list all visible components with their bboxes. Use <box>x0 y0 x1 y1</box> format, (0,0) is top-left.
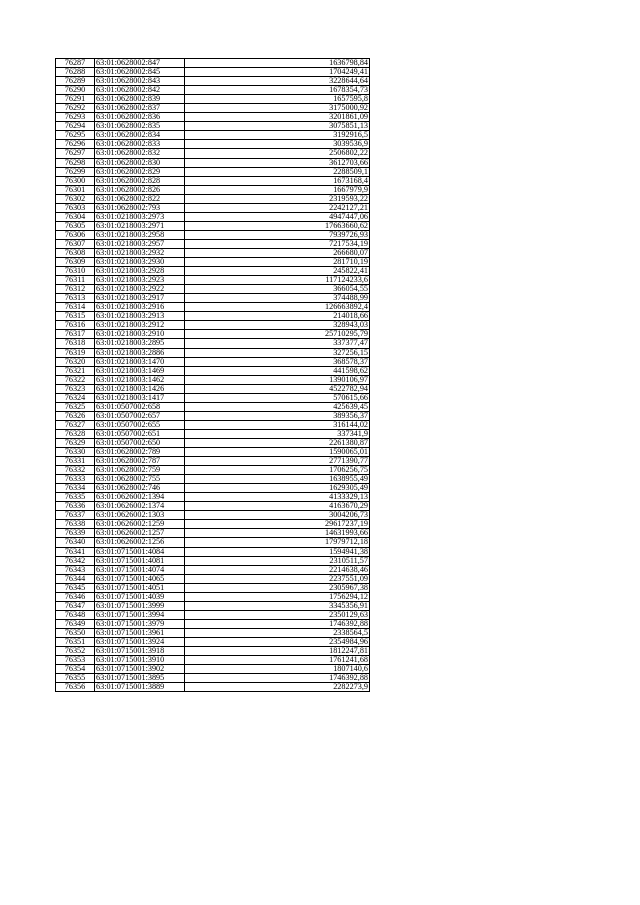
table-row <box>56 357 370 366</box>
row-number-cell: 76302 <box>56 194 95 203</box>
table-row <box>56 68 370 77</box>
cadastral-number-cell: 63:01:0628002:828 <box>95 176 185 185</box>
cadastral-number-cell: 63:01:0715001:3924 <box>95 638 185 647</box>
row-number-cell: 76337 <box>56 511 95 520</box>
value-cell: 366054,55 <box>185 285 370 294</box>
cadastral-number-cell: 63:01:0218003:2913 <box>95 312 185 321</box>
table-row <box>56 393 370 402</box>
cadastral-number-cell: 63:01:0507002:657 <box>95 411 185 420</box>
row-number-cell: 76313 <box>56 294 95 303</box>
row-number-cell: 76342 <box>56 556 95 565</box>
table-row <box>56 547 370 556</box>
cadastral-number-cell: 63:01:0626002:1256 <box>95 538 185 547</box>
row-number-cell: 76292 <box>56 104 95 113</box>
row-number-cell: 76352 <box>56 647 95 656</box>
row-number-cell: 76333 <box>56 475 95 484</box>
value-cell: 17663660,62 <box>185 221 370 230</box>
cadastral-number-cell: 63:01:0628002:847 <box>95 59 185 68</box>
cadastral-number-cell: 63:01:0218003:1417 <box>95 393 185 402</box>
value-cell: 337377,47 <box>185 339 370 348</box>
table-row <box>56 520 370 529</box>
row-number-cell: 76324 <box>56 393 95 402</box>
table-row <box>56 176 370 185</box>
cadastral-number-cell: 63:01:0218003:1469 <box>95 366 185 375</box>
cadastral-number-cell: 63:01:0218003:2973 <box>95 212 185 221</box>
row-number-cell: 76349 <box>56 619 95 628</box>
cadastral-number-cell: 63:01:0715001:3979 <box>95 619 185 628</box>
value-cell: 2350129,63 <box>185 610 370 619</box>
table-row <box>56 303 370 312</box>
value-cell: 2310511,57 <box>185 556 370 565</box>
row-number-cell: 76295 <box>56 131 95 140</box>
value-cell: 29617237,19 <box>185 520 370 529</box>
table-row <box>56 502 370 511</box>
row-number-cell: 76356 <box>56 683 95 692</box>
cadastral-number-cell: 63:01:0715001:3889 <box>95 683 185 692</box>
value-cell: 2237551,09 <box>185 574 370 583</box>
value-cell: 1761241,68 <box>185 656 370 665</box>
value-cell: 1704249,41 <box>185 68 370 77</box>
table-row <box>56 267 370 276</box>
cadastral-number-cell: 63:01:0628002:845 <box>95 68 185 77</box>
cadastral-number-cell: 63:01:0218003:2958 <box>95 230 185 239</box>
row-number-cell: 76348 <box>56 610 95 619</box>
value-cell: 1667979,9 <box>185 185 370 194</box>
row-number-cell: 76314 <box>56 303 95 312</box>
table-row <box>56 194 370 203</box>
table-row <box>56 149 370 158</box>
cadastral-number-cell: 63:01:0715001:4084 <box>95 547 185 556</box>
table-row <box>56 158 370 167</box>
cadastral-number-cell: 63:01:0715001:4051 <box>95 583 185 592</box>
row-number-cell: 76305 <box>56 221 95 230</box>
cadastral-number-cell: 63:01:0715001:4065 <box>95 574 185 583</box>
row-number-cell: 76325 <box>56 402 95 411</box>
value-cell: 17979712,18 <box>185 538 370 547</box>
value-cell: 441598,62 <box>185 366 370 375</box>
cadastral-number-cell: 63:01:0218003:2917 <box>95 294 185 303</box>
value-cell: 2282273,9 <box>185 683 370 692</box>
table-row <box>56 592 370 601</box>
cadastral-number-cell: 63:01:0628002:759 <box>95 466 185 475</box>
value-cell: 1594941,38 <box>185 547 370 556</box>
value-cell: 2305967,38 <box>185 583 370 592</box>
row-number-cell: 76319 <box>56 348 95 357</box>
row-number-cell: 76346 <box>56 592 95 601</box>
row-number-cell: 76289 <box>56 77 95 86</box>
row-number-cell: 76312 <box>56 285 95 294</box>
cadastral-number-cell: 63:01:0218003:2930 <box>95 258 185 267</box>
value-cell: 374488,99 <box>185 294 370 303</box>
table-row <box>56 601 370 610</box>
cadastral-number-cell: 63:01:0218003:2916 <box>95 303 185 312</box>
table-row <box>56 312 370 321</box>
cadastral-number-cell: 63:01:0628002:826 <box>95 185 185 194</box>
value-cell: 3004206,73 <box>185 511 370 520</box>
row-number-cell: 76303 <box>56 203 95 212</box>
row-number-cell: 76301 <box>56 185 95 194</box>
row-number-cell: 76341 <box>56 547 95 556</box>
cadastral-number-cell: 63:01:0628002:837 <box>95 104 185 113</box>
row-number-cell: 76353 <box>56 656 95 665</box>
cadastral-number-cell: 63:01:0218003:2895 <box>95 339 185 348</box>
row-number-cell: 76354 <box>56 665 95 674</box>
row-number-cell: 76309 <box>56 258 95 267</box>
value-cell: 117124233,6 <box>185 276 370 285</box>
row-number-cell: 76296 <box>56 140 95 149</box>
row-number-cell: 76318 <box>56 339 95 348</box>
table-row <box>56 131 370 140</box>
table-row <box>56 230 370 239</box>
table-row <box>56 411 370 420</box>
value-cell: 25710295,79 <box>185 330 370 339</box>
value-cell: 245822,41 <box>185 267 370 276</box>
row-number-cell: 76335 <box>56 493 95 502</box>
table-row <box>56 113 370 122</box>
cadastral-number-cell: 63:01:0628002:822 <box>95 194 185 203</box>
cadastral-number-cell: 63:01:0218003:2922 <box>95 285 185 294</box>
value-cell: 1678354,73 <box>185 86 370 95</box>
value-cell: 4947447,06 <box>185 212 370 221</box>
table-row <box>56 484 370 493</box>
row-number-cell: 76344 <box>56 574 95 583</box>
cadastral-number-cell: 63:01:0715001:3994 <box>95 610 185 619</box>
table-row <box>56 59 370 68</box>
table-row <box>56 221 370 230</box>
row-number-cell: 76334 <box>56 484 95 493</box>
row-number-cell: 76315 <box>56 312 95 321</box>
table-row <box>56 122 370 131</box>
table-row <box>56 185 370 194</box>
cadastral-number-cell: 63:01:0218003:2923 <box>95 276 185 285</box>
value-cell: 266680,07 <box>185 248 370 257</box>
value-cell: 2771390,77 <box>185 457 370 466</box>
table-row <box>56 619 370 628</box>
table-row <box>56 402 370 411</box>
value-cell: 3039536,9 <box>185 140 370 149</box>
table-row <box>56 511 370 520</box>
value-cell: 2261380,87 <box>185 438 370 447</box>
cadastral-number-cell: 63:01:0715001:3910 <box>95 656 185 665</box>
cadastral-number-cell: 63:01:0628002:755 <box>95 475 185 484</box>
value-cell: 337341,9 <box>185 429 370 438</box>
row-number-cell: 76327 <box>56 420 95 429</box>
value-cell: 3345356,91 <box>185 601 370 610</box>
row-number-cell: 76329 <box>56 438 95 447</box>
value-cell: 2242127,21 <box>185 203 370 212</box>
value-cell: 281710,19 <box>185 258 370 267</box>
table-row <box>56 375 370 384</box>
cadastral-number-cell: 63:01:0715001:3999 <box>95 601 185 610</box>
value-cell: 3075851,13 <box>185 122 370 131</box>
row-number-cell: 76304 <box>56 212 95 221</box>
cadastral-number-cell: 63:01:0626002:1259 <box>95 520 185 529</box>
table-row <box>56 339 370 348</box>
row-number-cell: 76326 <box>56 411 95 420</box>
value-cell: 1590065,01 <box>185 448 370 457</box>
table-row <box>56 610 370 619</box>
cadastral-number-cell: 63:01:0626002:1394 <box>95 493 185 502</box>
table-row <box>56 203 370 212</box>
value-cell: 1638955,49 <box>185 475 370 484</box>
row-number-cell: 76338 <box>56 520 95 529</box>
cadastral-number-cell: 63:01:0715001:3895 <box>95 674 185 683</box>
row-number-cell: 76343 <box>56 565 95 574</box>
table-row <box>56 95 370 104</box>
value-cell: 7217534,19 <box>185 239 370 248</box>
cadastral-number-cell: 63:01:0628002:839 <box>95 95 185 104</box>
row-number-cell: 76310 <box>56 267 95 276</box>
cadastral-number-cell: 63:01:0628002:843 <box>95 77 185 86</box>
cadastral-number-cell: 63:01:0218003:2886 <box>95 348 185 357</box>
cadastral-number-cell: 63:01:0218003:2932 <box>95 248 185 257</box>
row-number-cell: 76288 <box>56 68 95 77</box>
value-cell: 328943,03 <box>185 321 370 330</box>
value-cell: 1807140,6 <box>185 665 370 674</box>
cadastral-number-cell: 63:01:0628002:833 <box>95 140 185 149</box>
cadastral-number-cell: 63:01:0218003:2910 <box>95 330 185 339</box>
value-cell: 1812247,81 <box>185 647 370 656</box>
cadastral-number-cell: 63:01:0218003:2912 <box>95 321 185 330</box>
value-cell: 368578,37 <box>185 357 370 366</box>
value-cell: 1657595,8 <box>185 95 370 104</box>
row-number-cell: 76321 <box>56 366 95 375</box>
row-number-cell: 76345 <box>56 583 95 592</box>
value-cell: 1746392,88 <box>185 619 370 628</box>
table-row <box>56 538 370 547</box>
row-number-cell: 76308 <box>56 248 95 257</box>
table-row <box>56 429 370 438</box>
cadastral-number-cell: 63:01:0626002:1257 <box>95 529 185 538</box>
value-cell: 2338564,5 <box>185 628 370 637</box>
value-cell: 425639,45 <box>185 402 370 411</box>
cadastral-number-cell: 63:01:0715001:3918 <box>95 647 185 656</box>
table-row <box>56 330 370 339</box>
cadastral-number-cell: 63:01:0628002:834 <box>95 131 185 140</box>
table-row <box>56 656 370 665</box>
cadastral-number-cell: 63:01:0507002:655 <box>95 420 185 429</box>
table-row <box>56 276 370 285</box>
value-cell: 3192916,5 <box>185 131 370 140</box>
row-number-cell: 76320 <box>56 357 95 366</box>
table-row <box>56 104 370 113</box>
row-number-cell: 76316 <box>56 321 95 330</box>
table-row <box>56 285 370 294</box>
table-row <box>56 167 370 176</box>
row-number-cell: 76330 <box>56 448 95 457</box>
cadastral-number-cell: 63:01:0628002:746 <box>95 484 185 493</box>
table-row <box>56 565 370 574</box>
row-number-cell: 76298 <box>56 158 95 167</box>
value-cell: 7939726,93 <box>185 230 370 239</box>
cadastral-number-cell: 63:01:0507002:651 <box>95 429 185 438</box>
table-row <box>56 457 370 466</box>
cadastral-number-cell: 63:01:0507002:658 <box>95 402 185 411</box>
table-row <box>56 665 370 674</box>
cadastral-number-cell: 63:01:0218003:1462 <box>95 375 185 384</box>
table-row <box>56 647 370 656</box>
row-number-cell: 76339 <box>56 529 95 538</box>
row-number-cell: 76294 <box>56 122 95 131</box>
cadastral-number-cell: 63:01:0628002:787 <box>95 457 185 466</box>
cadastral-number-cell: 63:01:0628002:829 <box>95 167 185 176</box>
table-row <box>56 448 370 457</box>
table-row <box>56 475 370 484</box>
value-cell: 4163670,29 <box>185 502 370 511</box>
row-number-cell: 76299 <box>56 167 95 176</box>
value-cell: 389356,37 <box>185 411 370 420</box>
row-number-cell: 76328 <box>56 429 95 438</box>
table-row <box>56 140 370 149</box>
value-cell: 14631993,66 <box>185 529 370 538</box>
row-number-cell: 76350 <box>56 628 95 637</box>
table-row <box>56 348 370 357</box>
value-cell: 3612703,66 <box>185 158 370 167</box>
cadastral-number-cell: 63:01:0628002:842 <box>95 86 185 95</box>
row-number-cell: 76293 <box>56 113 95 122</box>
table-row <box>56 466 370 475</box>
value-cell: 1673168,4 <box>185 176 370 185</box>
row-number-cell: 76297 <box>56 149 95 158</box>
cadastral-number-cell: 63:01:0507002:650 <box>95 438 185 447</box>
cadastral-number-cell: 63:01:0626002:1374 <box>95 502 185 511</box>
value-cell: 1636798,84 <box>185 59 370 68</box>
value-cell: 4522782,94 <box>185 384 370 393</box>
table-row <box>56 628 370 637</box>
table-row <box>56 438 370 447</box>
table-row <box>56 420 370 429</box>
row-number-cell: 76311 <box>56 276 95 285</box>
row-number-cell: 76291 <box>56 95 95 104</box>
value-cell: 1706256,75 <box>185 466 370 475</box>
cadastral-number-cell: 63:01:0628002:835 <box>95 122 185 131</box>
cadastral-number-cell: 63:01:0218003:2928 <box>95 267 185 276</box>
cadastral-number-cell: 63:01:0218003:1426 <box>95 384 185 393</box>
row-number-cell: 76332 <box>56 466 95 475</box>
row-number-cell: 76331 <box>56 457 95 466</box>
value-cell: 327256,15 <box>185 348 370 357</box>
table-row <box>56 583 370 592</box>
table-row <box>56 674 370 683</box>
cadastral-number-cell: 63:01:0628002:789 <box>95 448 185 457</box>
table-row <box>56 258 370 267</box>
table-row <box>56 248 370 257</box>
value-cell: 2214638,46 <box>185 565 370 574</box>
cadastral-number-cell: 63:01:0218003:1470 <box>95 357 185 366</box>
cadastral-value-table <box>55 58 370 692</box>
value-cell: 3228644,64 <box>185 77 370 86</box>
value-cell: 3201861,09 <box>185 113 370 122</box>
table-row <box>56 77 370 86</box>
table-row <box>56 638 370 647</box>
table-row <box>56 86 370 95</box>
value-cell: 1756294,12 <box>185 592 370 601</box>
cadastral-number-cell: 63:01:0715001:3902 <box>95 665 185 674</box>
value-cell: 2319593,22 <box>185 194 370 203</box>
value-cell: 1746392,88 <box>185 674 370 683</box>
row-number-cell: 76300 <box>56 176 95 185</box>
cadastral-number-cell: 63:01:0628002:832 <box>95 149 185 158</box>
row-number-cell: 76355 <box>56 674 95 683</box>
table-body <box>56 59 370 692</box>
cadastral-number-cell: 63:01:0715001:3961 <box>95 628 185 637</box>
cadastral-number-cell: 63:01:0628002:836 <box>95 113 185 122</box>
value-cell: 126663892,4 <box>185 303 370 312</box>
value-cell: 2288509,1 <box>185 167 370 176</box>
row-number-cell: 76336 <box>56 502 95 511</box>
row-number-cell: 76322 <box>56 375 95 384</box>
value-cell: 316144,02 <box>185 420 370 429</box>
value-cell: 1390106,97 <box>185 375 370 384</box>
row-number-cell: 76323 <box>56 384 95 393</box>
table-row <box>56 529 370 538</box>
table-row <box>56 556 370 565</box>
table-row <box>56 294 370 303</box>
value-cell: 570615,66 <box>185 393 370 402</box>
cadastral-number-cell: 63:01:0626002:1303 <box>95 511 185 520</box>
table-row <box>56 366 370 375</box>
table-row <box>56 493 370 502</box>
cadastral-number-cell: 63:01:0715001:4074 <box>95 565 185 574</box>
cadastral-number-cell: 63:01:0218003:2971 <box>95 221 185 230</box>
cadastral-number-cell: 63:01:0715001:4081 <box>95 556 185 565</box>
table-row <box>56 683 370 692</box>
row-number-cell: 76351 <box>56 638 95 647</box>
row-number-cell: 76317 <box>56 330 95 339</box>
row-number-cell: 76340 <box>56 538 95 547</box>
row-number-cell: 76347 <box>56 601 95 610</box>
table-row <box>56 321 370 330</box>
value-cell: 4133329,13 <box>185 493 370 502</box>
table-row <box>56 574 370 583</box>
cadastral-number-cell: 63:01:0218003:2957 <box>95 239 185 248</box>
row-number-cell: 76287 <box>56 59 95 68</box>
cadastral-number-cell: 63:01:0628002:830 <box>95 158 185 167</box>
cadastral-number-cell: 63:01:0628002:793 <box>95 203 185 212</box>
row-number-cell: 76307 <box>56 239 95 248</box>
value-cell: 1629305,49 <box>185 484 370 493</box>
table-row <box>56 239 370 248</box>
row-number-cell: 76306 <box>56 230 95 239</box>
cadastral-number-cell: 63:01:0715001:4039 <box>95 592 185 601</box>
table-row <box>56 212 370 221</box>
value-cell: 2354984,96 <box>185 638 370 647</box>
value-cell: 214018,66 <box>185 312 370 321</box>
table-row <box>56 384 370 393</box>
value-cell: 3175000,92 <box>185 104 370 113</box>
row-number-cell: 76290 <box>56 86 95 95</box>
value-cell: 2506802,22 <box>185 149 370 158</box>
